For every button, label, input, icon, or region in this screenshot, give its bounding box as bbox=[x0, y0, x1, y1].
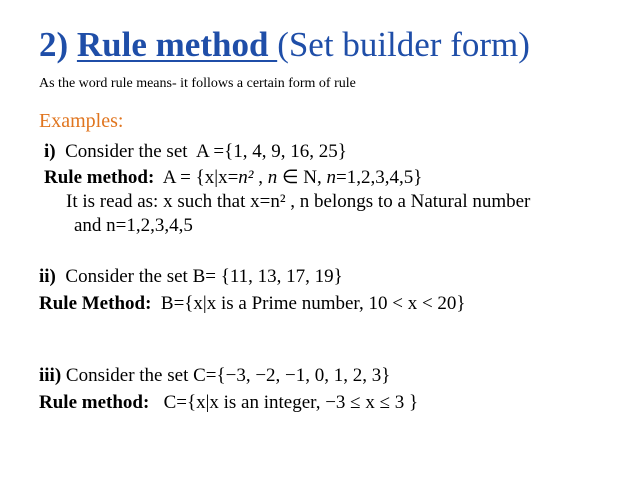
example-3-number: iii) bbox=[39, 365, 62, 386]
rule-text: A = {x|x= bbox=[154, 167, 239, 188]
rule-text: n² bbox=[238, 167, 254, 188]
rule-text: ∈ N, bbox=[277, 167, 327, 188]
intro-text: As the word rule means- it follows a certain form of rule bbox=[39, 76, 356, 91]
example-1-rule-label: Rule method: bbox=[44, 167, 155, 188]
example-2-set bbox=[39, 265, 343, 289]
example-3-rule-text: C={x|x is an integer, −3 ≤ x ≤ 3 } bbox=[149, 392, 419, 413]
example-3-rule bbox=[39, 391, 418, 415]
rule-text: n bbox=[326, 167, 337, 188]
example-1-reading: It is read as: x such that x=n² , n belongs to a Natural number bbox=[66, 191, 531, 212]
slide-title bbox=[39, 22, 530, 68]
example-3-consider: Consider the set C={−3, −2, −1, 0, 1, 2, 3} bbox=[61, 365, 391, 386]
example-2-number: ii) bbox=[39, 266, 56, 287]
example-2-rule bbox=[39, 292, 466, 316]
example-1-reading-cont: and n=1,2,3,4,5 bbox=[74, 215, 193, 236]
example-3-rule-label: Rule method: bbox=[39, 392, 150, 413]
example-1-set bbox=[44, 140, 347, 164]
example-2-consider: Consider the set B= {11, 13, 17, 19} bbox=[55, 266, 343, 287]
title-number: 2) bbox=[39, 25, 77, 64]
example-3-set bbox=[39, 364, 390, 388]
title-main: Rule method bbox=[76, 25, 278, 64]
example-1-consider: Consider the set A ={1, 4, 9, 16, 25} bbox=[55, 141, 347, 162]
example-1-rule bbox=[44, 166, 422, 190]
example-1-number: i) bbox=[44, 141, 56, 162]
title-parenthetical: (Set builder form) bbox=[277, 25, 530, 64]
rule-text: , bbox=[253, 167, 268, 188]
examples-label: Examples: bbox=[39, 110, 124, 132]
example-2-rule-label: Rule Method: bbox=[39, 293, 152, 314]
rule-text: =1,2,3,4,5} bbox=[336, 167, 423, 188]
example-2-rule-text: B={x|x is a Prime number, 10 < x < 20} bbox=[151, 293, 466, 314]
rule-text: n bbox=[267, 167, 278, 188]
